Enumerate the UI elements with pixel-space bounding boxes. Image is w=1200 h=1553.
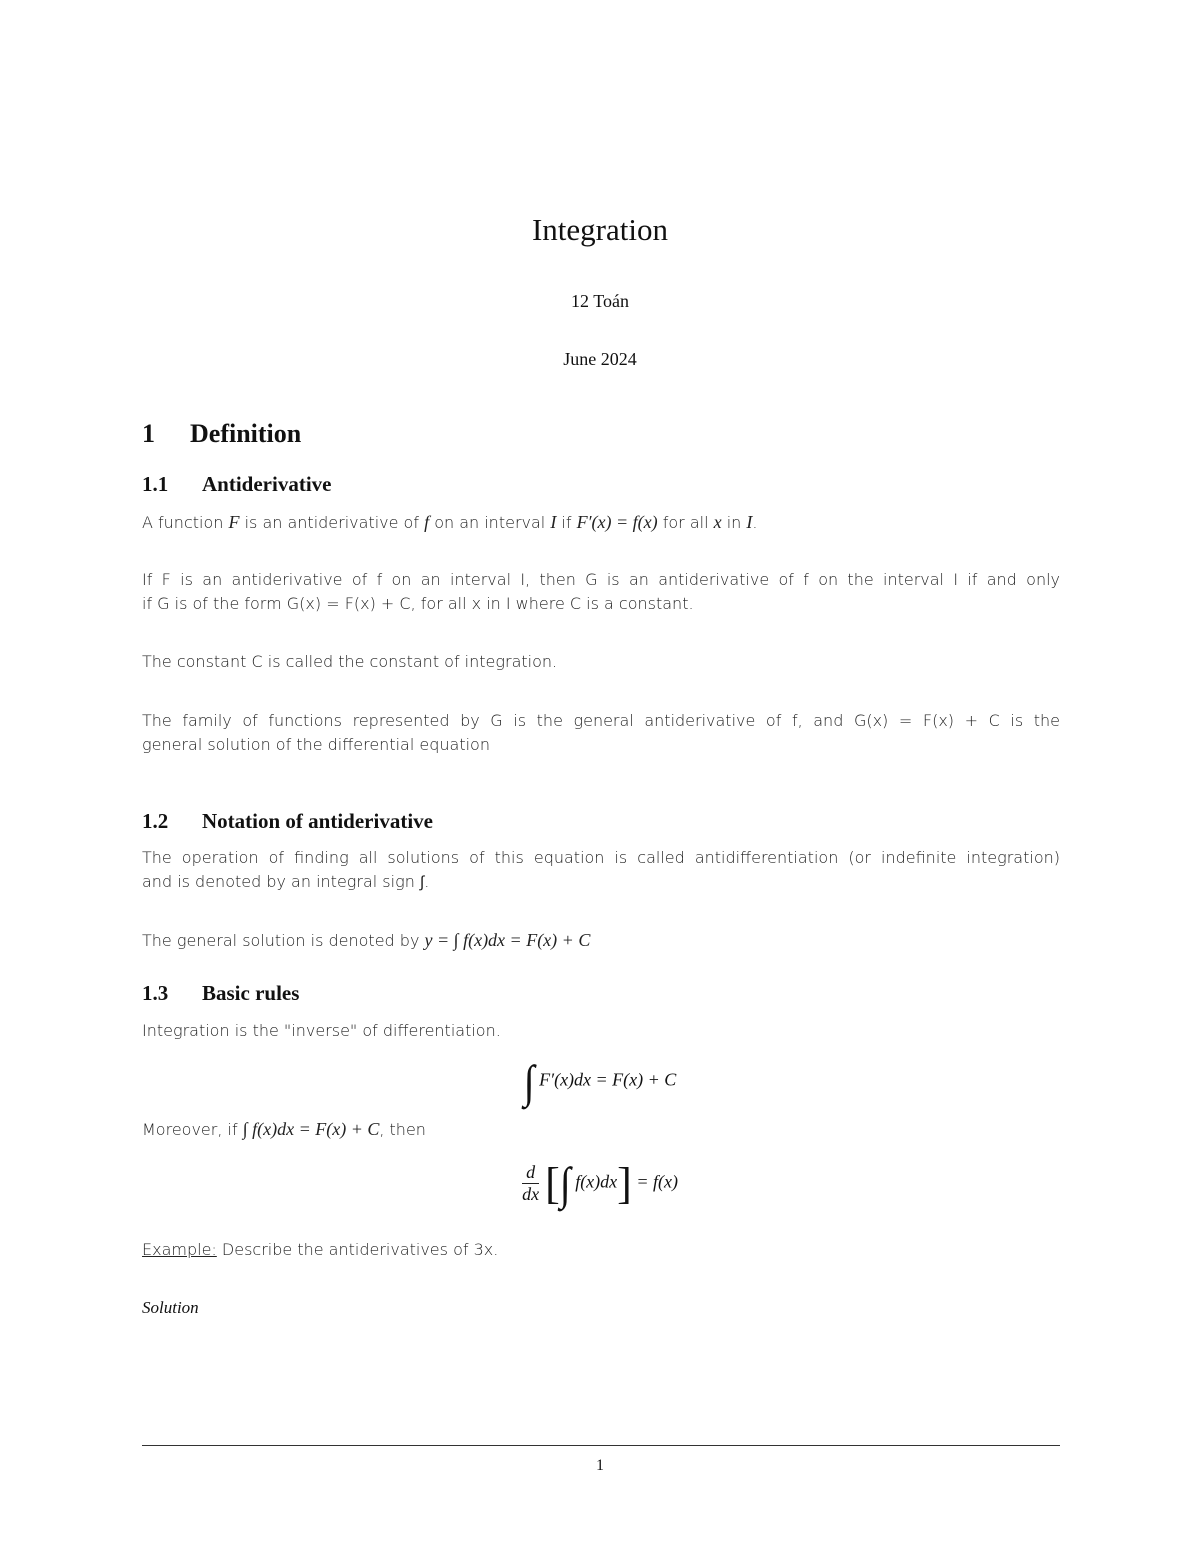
math-var: F (228, 512, 240, 532)
text-line: and is denoted by an integral sign ∫. (142, 872, 430, 891)
example-text: Describe the antiderivatives of 3x. (221, 1240, 499, 1259)
page-number: 1 (596, 1457, 604, 1474)
author: 12 Toán (571, 291, 629, 311)
integral-sign: ∫ (523, 1055, 535, 1108)
math-equation: y = ∫ f(x)dx = F(x) + C (424, 930, 591, 950)
left-bracket: [ (545, 1159, 560, 1208)
fraction-denominator: dx (522, 1184, 540, 1204)
text: in (726, 513, 742, 532)
paragraph-general-solution (142, 928, 1060, 953)
display-equation-1 (0, 1055, 1200, 1108)
subsection-heading-antiderivative (142, 472, 331, 497)
text: The general solution is denoted by (142, 931, 420, 950)
math-var: I (746, 512, 753, 532)
math-equation: ∫ f(x)dx = F(x) + C (242, 1119, 380, 1139)
document-title: Integration (531, 212, 668, 247)
section-heading-definition (142, 419, 301, 449)
paragraph-constant: The constant C is called the constant of integration. (142, 652, 558, 671)
paragraph-example (142, 1238, 1060, 1262)
subsection-heading-basic-rules (142, 981, 299, 1006)
subsection-title: Notation of antiderivative (202, 809, 433, 833)
text-line: The operation of finding all solutions of this equation is called antidifferentiation (or indefinite integration) (142, 848, 1060, 867)
paragraph-antiderivative-definition (142, 510, 1060, 535)
text: Moreover, if (142, 1120, 238, 1139)
text-line: The family of functions represented by G is the general antiderivative of f, and G(x) = F(x) + C is the (142, 711, 1060, 730)
text-line: If F is an antiderivative of f on an interval I, then G is an antiderivative of f on the interval I if and only (142, 570, 1060, 589)
subsection-number: 1.3 (142, 981, 169, 1005)
text: for all (662, 513, 709, 532)
paragraph-inverse: Integration is the "inverse" of differentiation. (142, 1021, 501, 1040)
subsection-number: 1.1 (142, 472, 169, 496)
paragraph-general-antiderivative (142, 709, 1060, 757)
subsection-number: 1.2 (142, 809, 169, 833)
solution-label: Solution (142, 1298, 199, 1317)
math-var: x (713, 512, 722, 532)
subsection-heading-notation (142, 809, 433, 834)
text: A function (142, 513, 224, 532)
text: on an interval (434, 513, 546, 532)
footer-rule (142, 1445, 1060, 1446)
math-equation: F′(x)dx = F(x) + C (539, 1069, 677, 1090)
math-expression: = f(x) (636, 1171, 678, 1192)
fraction-numerator: d (522, 1162, 539, 1184)
text-line: if G is of the form G(x) = F(x) + C, for all x in I where C is a constant. (142, 594, 694, 613)
paragraph-moreover (142, 1117, 1060, 1142)
derivative-fraction (522, 1162, 539, 1205)
right-bracket: ] (617, 1159, 632, 1208)
text: . (752, 513, 758, 532)
subsection-title: Antiderivative (202, 472, 332, 496)
example-label: Example: (142, 1240, 217, 1259)
text: if (561, 513, 572, 532)
section-title: Definition (190, 419, 302, 448)
math-var: I (550, 512, 557, 532)
display-equation-2 (0, 1158, 1200, 1209)
integral-sign: ∫ (559, 1157, 571, 1210)
text: , then (379, 1120, 426, 1139)
date: June 2024 (563, 349, 637, 369)
text-line: general solution of the differential equation (142, 735, 490, 754)
math-expression: f(x)dx (575, 1171, 618, 1192)
paragraph-antiderivative-family (142, 568, 1060, 616)
text: is an antiderivative of (244, 513, 419, 532)
math-equation: F′(x) = f(x) (576, 512, 658, 532)
subsection-title: Basic rules (202, 981, 300, 1005)
paragraph-antidifferentiation (142, 846, 1060, 894)
section-number: 1 (142, 419, 155, 448)
math-var: f (424, 512, 430, 532)
